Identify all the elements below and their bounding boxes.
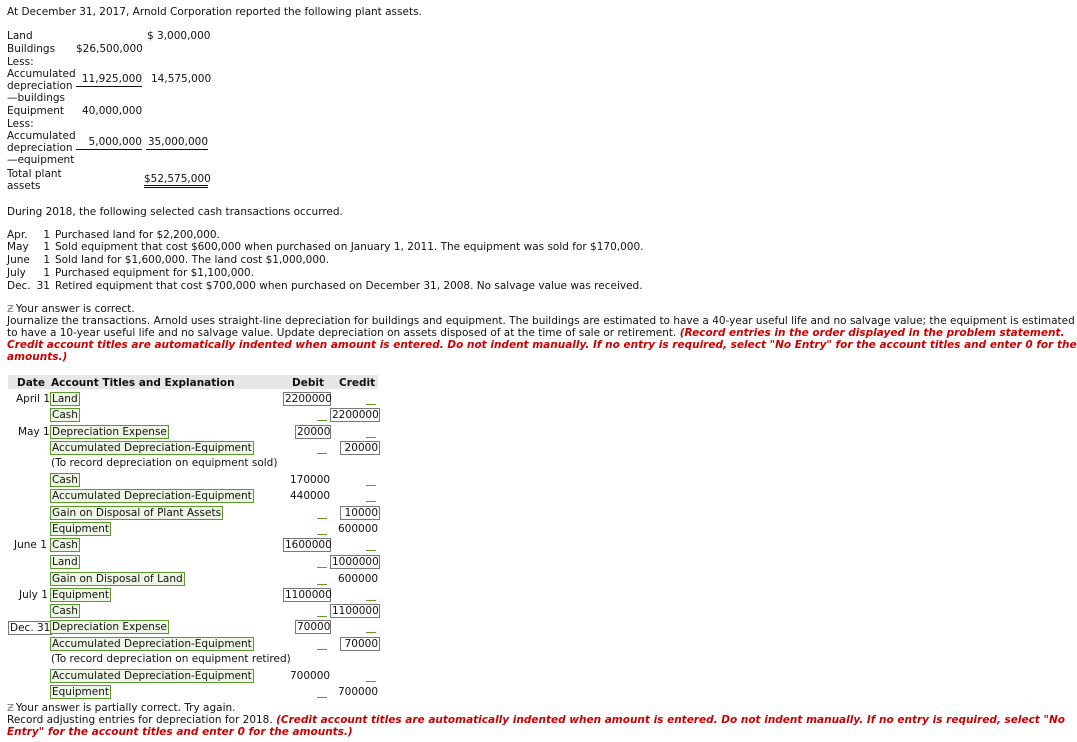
accum-bldg-line1: Accumulated	[7, 68, 76, 80]
debit-field[interactable]: 20000	[297, 426, 331, 438]
credit-field[interactable]	[366, 622, 376, 633]
less-label-1: Less:	[7, 56, 34, 68]
credit-field[interactable]: 20000	[340, 441, 380, 455]
net-buildings: 14,575,000	[151, 73, 212, 85]
credit-field[interactable]: 1000000	[332, 556, 379, 568]
credit-field[interactable]: 1100000	[332, 605, 379, 617]
accum-eq-line3: —equipment	[7, 154, 75, 166]
account-field[interactable]: Accumulated Depreciation-Equipment	[52, 638, 252, 650]
total-plant-assets: $52,575,000	[144, 173, 208, 188]
accum-bldg-line3: —buildings	[7, 92, 66, 104]
row-date: Dec. 31	[10, 622, 51, 634]
debit-field[interactable]	[317, 574, 327, 585]
credit-field[interactable]: 600000	[338, 573, 379, 585]
row-date: June 1	[14, 539, 47, 551]
total-line1: Total plant	[7, 168, 62, 180]
accum-eq-line1: Accumulated	[7, 130, 76, 142]
transaction-text: Sold equipment that cost $600,000 when purchased on January 1, 2011. The equipment was sold for $170,000.	[55, 241, 644, 253]
adjust-instructions-line2: Entry" for the account titles and enter 0 for the amounts.)	[7, 726, 353, 738]
intro-text: At December 31, 2017, Arnold Corporation reported the following plant assets.	[7, 6, 422, 18]
transactions-intro: During 2018, the following selected cash transactions occurred.	[7, 206, 343, 218]
debit-field[interactable]	[317, 606, 327, 617]
transaction-text: Purchased land for $2,200,000.	[55, 229, 220, 241]
row-date: July 1	[19, 589, 48, 601]
transaction-month: July	[7, 267, 26, 279]
entry-explanation: (To record depreciation on equipment sold)	[51, 457, 278, 469]
buildings-label: Buildings	[7, 43, 56, 55]
account-field[interactable]: Equipment	[52, 523, 109, 535]
land-value: $ 3,000,000	[147, 30, 211, 42]
credit-field[interactable]: 2200000	[332, 409, 379, 421]
transaction-month: June	[7, 254, 30, 266]
transaction-month: Apr.	[7, 229, 28, 241]
credit-field[interactable]	[366, 427, 376, 438]
header-credit: Credit	[339, 377, 376, 389]
adjust-instructions-line1: Record adjusting entries for depreciation for 2018. (Credit account titles are automatically indented when amount is entered. Do not indent manually. If no entry is required, select "No	[7, 714, 1065, 726]
credit-field[interactable]: 10000	[340, 506, 380, 520]
account-field[interactable]: Equipment	[52, 589, 109, 601]
debit-field[interactable]	[317, 410, 327, 421]
row-date: May 1	[18, 426, 50, 438]
account-field[interactable]: Land	[52, 393, 78, 405]
transaction-month: Dec.	[7, 280, 31, 292]
lightning-icon: Ƶ	[7, 703, 14, 714]
credit-field[interactable]	[366, 540, 376, 551]
account-field[interactable]: Gain on Disposal of Land	[52, 573, 183, 585]
less-label-2: Less:	[7, 118, 34, 130]
instructions-line4: amounts.)	[7, 351, 68, 363]
debit-field[interactable]	[317, 687, 327, 698]
debit-field[interactable]: 1100000	[285, 589, 332, 601]
header-debit: Debit	[292, 377, 324, 389]
header-account: Account Titles and Explanation	[51, 377, 235, 389]
credit-field[interactable]	[366, 475, 376, 486]
accum-eq-line2: depreciation	[7, 142, 73, 154]
entry-explanation: (To record depreciation on equipment retired)	[51, 653, 291, 665]
accum-eq-value: 5,000,000	[76, 136, 142, 150]
account-field[interactable]: Equipment	[52, 686, 109, 698]
account-field[interactable]: Gain on Disposal of Plant Assets	[52, 507, 222, 519]
debit-field[interactable]: 70000	[297, 621, 331, 633]
transaction-day: 1	[43, 241, 50, 253]
transaction-text: Purchased equipment for $1,100,000.	[55, 267, 255, 279]
net-equipment: 35,000,000	[147, 136, 208, 148]
credit-field[interactable]: 70000	[340, 637, 380, 651]
credit-field[interactable]	[366, 590, 376, 601]
debit-field[interactable]	[317, 639, 327, 650]
account-field[interactable]: Cash	[52, 409, 78, 421]
account-field[interactable]: Accumulated Depreciation-Equipment	[52, 670, 252, 682]
credit-field[interactable]	[366, 671, 376, 682]
account-field[interactable]: Depreciation Expense	[52, 621, 167, 633]
feedback-correct: Ƶ Your answer is correct.	[7, 303, 135, 315]
transaction-text: Retired equipment that cost $700,000 when purchased on December 31, 2008. No salvage value was received.	[55, 280, 643, 292]
transaction-day: 31	[36, 280, 50, 292]
instructions-line1: Journalize the transactions. Arnold uses straight-line depreciation for buildings and equipment. The buildings are estimated to have a 40-year useful life and no salvage value; the equipment is estimated	[7, 315, 1075, 327]
account-field[interactable]: Accumulated Depreciation-Equipment	[52, 442, 252, 454]
total-line2: assets	[7, 180, 41, 192]
credit-field[interactable]	[366, 491, 376, 502]
accum-bldg-line2: depreciation	[7, 80, 73, 92]
instructions-line3: Credit account titles are automatically indented when amount is entered. Do not indent manually. If no entry is required, select "No Entry" for the account titles and enter 0 for the	[7, 339, 1077, 351]
feedback-partial: Ƶ Your answer is partially correct. Try again.	[7, 702, 236, 714]
account-field[interactable]: Cash	[52, 474, 78, 486]
transaction-day: 1	[43, 254, 50, 266]
credit-field[interactable]	[366, 394, 376, 405]
equipment-label: Equipment	[7, 105, 64, 117]
credit-field[interactable]: 700000	[338, 686, 379, 698]
credit-field[interactable]: 600000	[338, 523, 379, 535]
transaction-text: Sold land for $1,600,000. The land cost $1,000,000.	[55, 254, 330, 266]
debit-field[interactable]	[317, 557, 327, 568]
buildings-value: $26,500,000	[76, 43, 143, 55]
debit-field[interactable]: 2200000	[285, 393, 332, 405]
debit-field[interactable]	[317, 443, 327, 454]
row-date: April 1	[16, 393, 51, 405]
debit-field[interactable]: 170000	[290, 474, 331, 486]
debit-field[interactable]	[317, 508, 327, 519]
transaction-day: 1	[43, 229, 50, 241]
debit-field[interactable]: 700000	[290, 670, 331, 682]
instructions-line2: to have a 10-year useful life and no salvage value. Update depreciation on assets disposed of at the time of sale or retirement. (Record entries in the order displayed in the problem statement.	[7, 327, 1065, 339]
header-date: Date	[17, 377, 45, 389]
land-label: Land	[7, 30, 33, 42]
account-field[interactable]: Cash	[52, 539, 78, 551]
lightning-icon: Ƶ	[7, 304, 14, 315]
transaction-day: 1	[43, 267, 50, 279]
transaction-month: May	[7, 241, 29, 253]
debit-field[interactable]	[317, 524, 327, 535]
account-field[interactable]: Cash	[52, 605, 78, 617]
equipment-value: 40,000,000	[82, 105, 143, 117]
debit-field[interactable]: 1600000	[285, 539, 332, 551]
account-field[interactable]: Land	[52, 556, 78, 568]
debit-field[interactable]: 440000	[290, 490, 331, 502]
account-field[interactable]: Accumulated Depreciation-Equipment	[52, 490, 252, 502]
accum-bldg-value: 11,925,000	[76, 73, 142, 87]
account-field[interactable]: Depreciation Expense	[52, 426, 167, 438]
